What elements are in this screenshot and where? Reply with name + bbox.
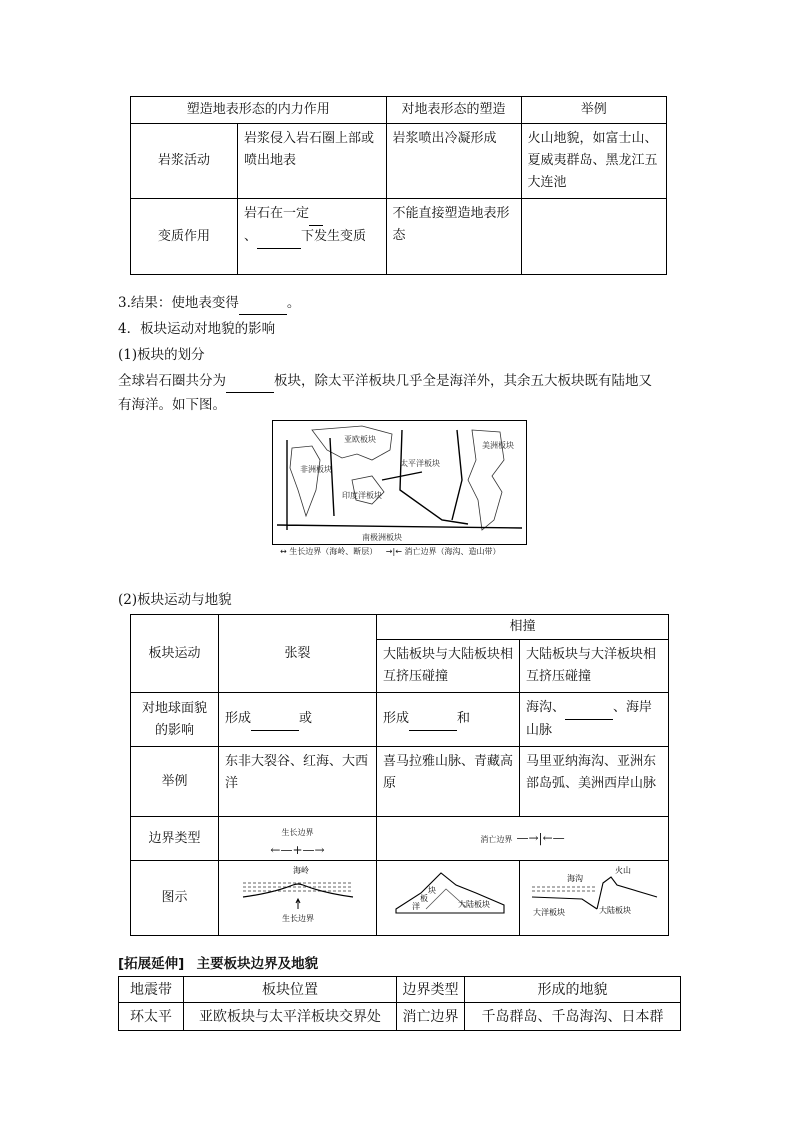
effect-split-b: 或 [299, 711, 313, 726]
blank-field[interactable] [239, 292, 287, 315]
fig2-a: 块 [427, 886, 436, 895]
t2-example-cc: 喜马拉雅山脉、青藏高原 [377, 747, 520, 817]
table1-row-magma-name: 岩浆活动 [131, 124, 238, 199]
t2-split-label: 张裂 [219, 615, 377, 693]
map-label-eurasia: 亚欧板块 [344, 435, 376, 444]
effect-co-b: 、海岸山脉 [526, 700, 653, 738]
effect-co-a: 海沟、 [526, 700, 566, 715]
blank-field[interactable] [251, 708, 299, 731]
boundary-grow-icon: ←—+—→ [270, 842, 325, 857]
blank-field[interactable] [565, 697, 613, 720]
result-text: 3.结果：使地表变得 [118, 295, 239, 311]
t2-effect-cc [377, 693, 520, 747]
ext-cell-landform: 千岛群岛、千岛海沟、日本群 [465, 1003, 681, 1031]
ext-cell-belt: 环太平 [119, 1003, 184, 1031]
t2-example-co: 马里亚纳海沟、亚洲东部岛弧、美洲西岸山脉 [520, 747, 669, 817]
map-legend [280, 546, 540, 557]
para-a: 全球岩石圈共分为 [118, 373, 226, 389]
internal-forces-table [130, 96, 667, 275]
plate-map-svg [272, 420, 527, 545]
fig3-c: 大洋板块 [532, 908, 565, 917]
table1-header-force: 塑造地表形态的内力作用 [131, 97, 387, 124]
plate-motion-table [130, 614, 669, 936]
fig3-a: 海沟 [566, 874, 583, 883]
subduction-diagram [527, 863, 662, 925]
result-line [118, 292, 300, 315]
table1-row-meta-name: 变质作用 [131, 199, 238, 275]
ext-title: 主要板块边界及地貌 [196, 956, 319, 972]
t2-effect-co [520, 693, 669, 747]
effect-cc-a: 形成 [383, 711, 410, 726]
table1-row-meta-shaping: 不能直接塑造地表形态 [386, 199, 521, 275]
t2-boundary-sub [377, 817, 669, 861]
table1-row-meta-process [237, 199, 386, 275]
blank-field[interactable] [309, 203, 323, 226]
t2-co-label: 大陆板块与大洋板块相互挤压碰撞 [520, 640, 669, 693]
table1-header-shaping: 对地表形态的塑造 [386, 97, 521, 124]
ext-header-landform: 形成的地貌 [465, 977, 681, 1003]
t2-boundary-label: 边界类型 [131, 817, 219, 861]
legend-sub-icon: →|← [385, 547, 402, 556]
fig2-b: 板 [419, 894, 428, 903]
result-end: 。 [286, 295, 301, 311]
t2-example-split: 东非大裂谷、红海、大西洋 [219, 747, 377, 817]
extension-title [118, 952, 318, 972]
effect-cc-b: 和 [457, 711, 471, 726]
boundary-grow-text: 生长边界 [281, 827, 314, 837]
plate-paragraph [118, 370, 688, 393]
t2-figure-cc [377, 861, 520, 936]
table1-row-magma-example: 火山地貌，如富士山、夏威夷群岛、黑龙江五大连池 [521, 124, 666, 199]
t2-motion-label: 板块运动 [131, 615, 219, 693]
map-label-america: 美洲板块 [482, 441, 514, 450]
t2-boundary-grow [219, 817, 377, 861]
subheading-plate-motion: (2)板块运动与地貌 [118, 592, 232, 608]
blank-field[interactable] [257, 226, 301, 249]
map-label-indian: 印度洋板块 [342, 491, 382, 500]
table1-row-magma-process: 岩浆侵入岩石圈上部或喷出地表 [237, 124, 386, 199]
fig2-d: 大陆板块 [457, 900, 490, 909]
ext-header-position: 板块位置 [184, 977, 397, 1003]
table1-header-example: 举例 [521, 97, 666, 124]
t2-collide-label: 相撞 [377, 615, 669, 640]
t2-example-label: 举例 [131, 747, 219, 817]
t2-figure-label: 图示 [131, 861, 219, 936]
t2-effect-split [219, 693, 377, 747]
blank-field[interactable] [409, 708, 457, 731]
boundary-sub-text: 消亡边界 [480, 834, 513, 844]
meta-process-a: 岩石在一定 [243, 206, 309, 221]
ext-header-belt: 地震带 [119, 977, 184, 1003]
ext-cell-type: 消亡边界 [397, 1003, 465, 1031]
t2-effect-label: 对地球面貌的影响 [131, 693, 219, 747]
fig2-c: 洋 [411, 902, 420, 911]
boundary-sub-icon: —→|←— [516, 830, 565, 845]
para-c: 有海洋。如下图。 [118, 397, 226, 413]
map-label-antarctic: 南极洲板块 [362, 533, 402, 542]
ext-header-type: 边界类型 [397, 977, 465, 1003]
plate-map [272, 420, 527, 556]
ridge-diagram [238, 863, 358, 925]
blank-field[interactable] [226, 370, 274, 393]
t2-figure-split [219, 861, 377, 936]
legend-sub: 消亡边界（海沟、造山带） [404, 547, 501, 556]
t2-cc-label: 大陆板块与大陆板块相互挤压碰撞 [377, 640, 520, 693]
collision-diagram [386, 863, 511, 925]
boundary-landform-table [118, 976, 681, 1031]
fig1-bottom: 生长边界 [281, 914, 314, 923]
ext-cell-position: 亚欧板块与太平洋板块交界处 [184, 1003, 397, 1031]
subheading-plate-division: (1)板块的划分 [118, 347, 205, 363]
t2-figure-co [520, 861, 669, 936]
meta-process-b: 、 [243, 229, 257, 244]
ext-tag: [拓展延伸] [118, 956, 185, 972]
fig1-top: 海岭 [292, 866, 309, 875]
table1-row-meta-example [521, 199, 666, 275]
fig3-b: 火山 [614, 866, 631, 875]
para-b: 板块，除太平洋板块几乎全是海洋外，其余五大板块既有陆地又 [274, 373, 652, 389]
map-label-pacific: 太平洋板块 [400, 459, 440, 468]
meta-process-c: 下发生变质 [301, 229, 367, 244]
fig3-d: 大陆板块 [598, 906, 631, 915]
map-label-africa: 非洲板块 [300, 465, 332, 474]
effect-split-a: 形成 [225, 711, 252, 726]
legend-grow-icon: ↔ [280, 547, 287, 556]
section-heading-4: 4．板块运动对地貌的影响 [118, 321, 276, 337]
table1-row-magma-shaping: 岩浆喷出冷凝形成 [386, 124, 521, 199]
legend-grow: 生长边界（海岭、断层） [289, 547, 378, 556]
